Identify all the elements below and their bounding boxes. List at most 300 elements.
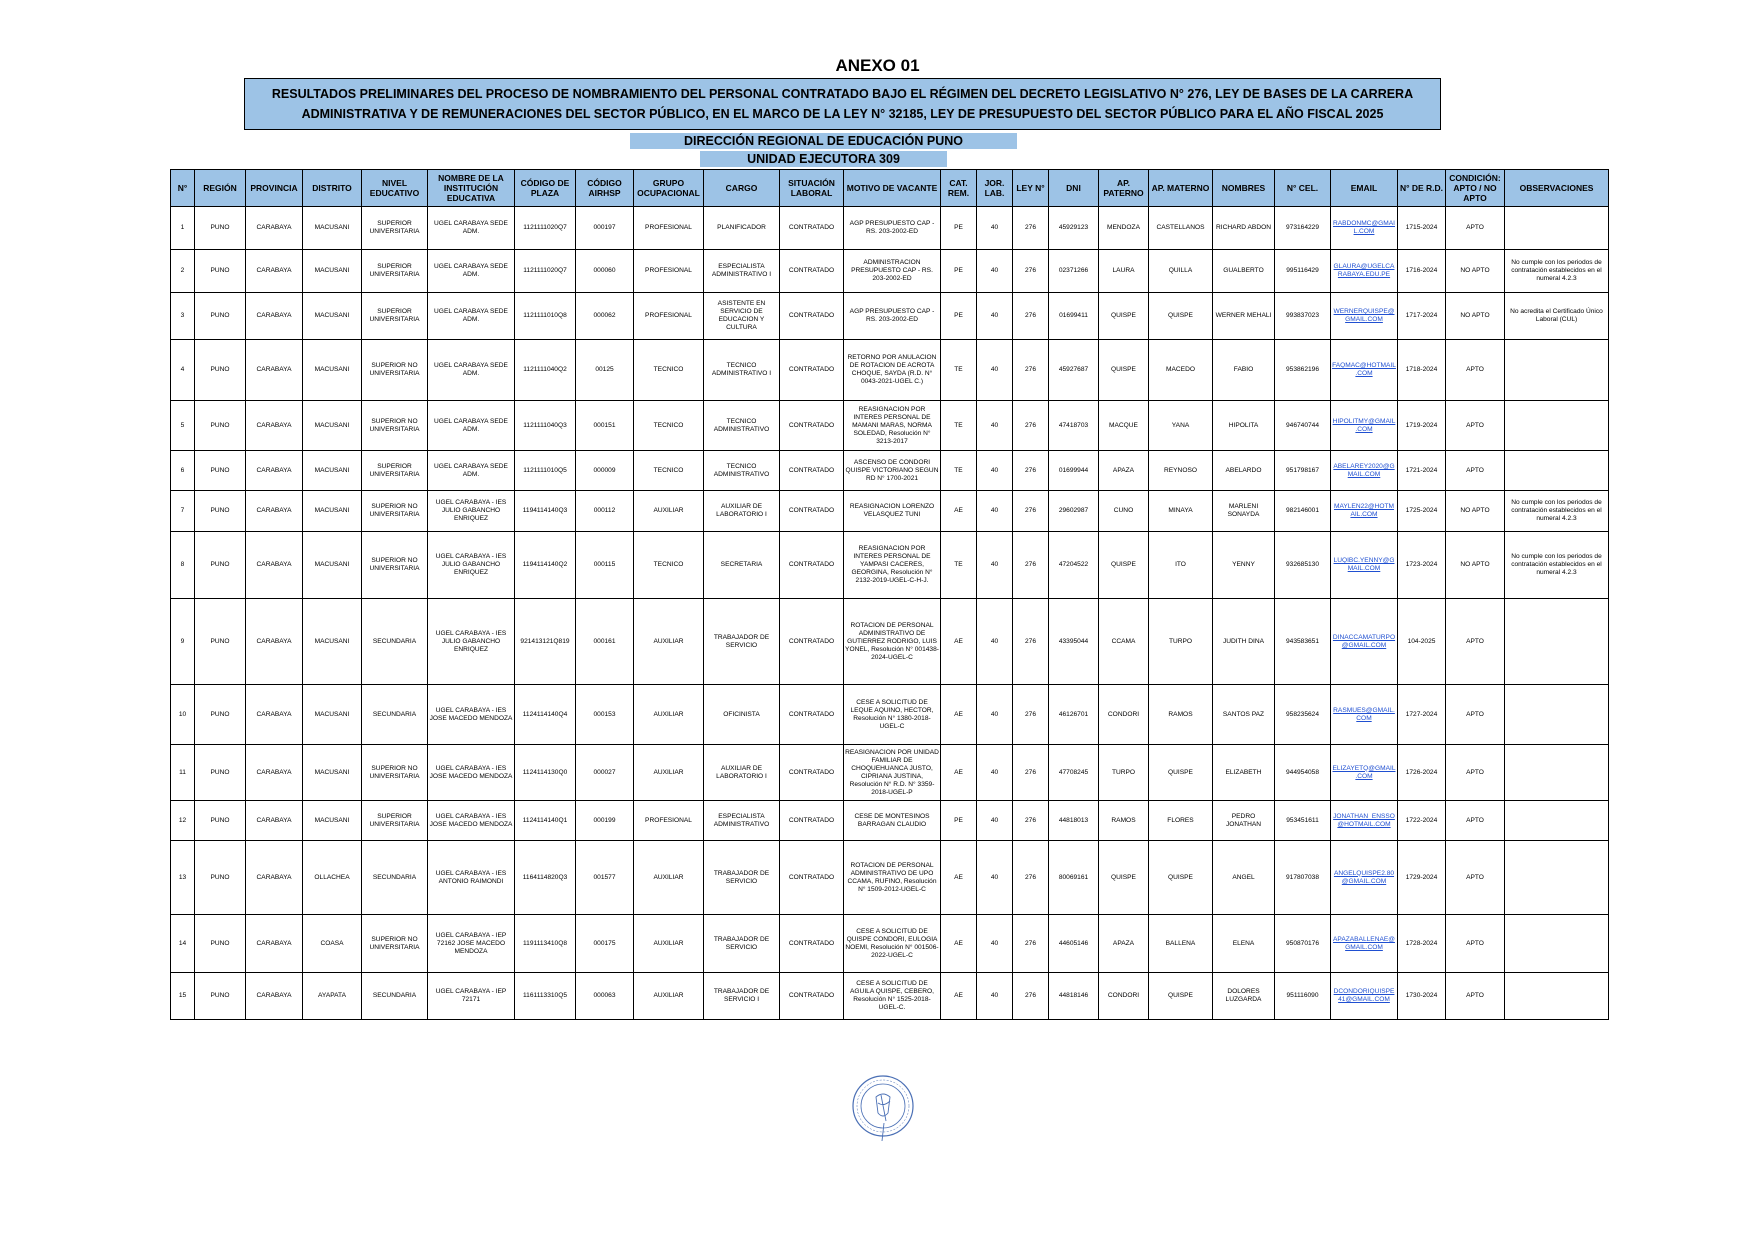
table-cell: CONTRATADO [780,401,844,451]
table-cell: 40 [977,491,1013,532]
column-header: LEY N° [1013,170,1049,207]
table-cell: PUNO [195,250,246,293]
email-link[interactable]: DINACCAMATURPO@GMAIL.COM [1331,599,1398,685]
table-cell: CCAMA [1099,599,1149,685]
table-cell: APAZA [1099,451,1149,491]
table-cell: CESE A SOLICITUD DE LEQUE AQUINO, HECTOR, Resolución N° 1380-2018-UGEL-C [844,685,941,745]
table-cell: QUISPE [1099,293,1149,340]
table-cell: 958235624 [1275,685,1331,745]
table-cell: 40 [977,207,1013,250]
table-cell: 44605146 [1049,915,1099,973]
table-cell: UGEL CARABAYA SEDE ADM. [428,207,515,250]
table-cell: 1 [171,207,195,250]
table-cell: 12 [171,801,195,841]
table-cell: 950870176 [1275,915,1331,973]
table-cell: REYNOSO [1149,451,1213,491]
table-cell: MACUSANI [303,293,362,340]
table-cell: 1124114140Q1 [515,801,576,841]
table-row [171,207,1609,250]
table-cell: SECUNDARIA [362,973,428,1020]
table-cell: 000151 [576,401,634,451]
table-cell: 000063 [576,973,634,1020]
table-cell: 40 [977,599,1013,685]
table-cell: RICHARD ABDON [1213,207,1275,250]
observation-cell [1505,973,1609,1020]
column-header: N° [171,170,195,207]
table-cell: DOLORES LUZGARDA [1213,973,1275,1020]
table-cell: AUXILIAR [634,599,704,685]
table-cell: PUNO [195,401,246,451]
table-cell: 000153 [576,685,634,745]
table-cell: 15 [171,973,195,1020]
table-cell: 8 [171,532,195,599]
table-cell: TRABAJADOR DE SERVICIO [704,841,780,915]
table-cell: ESPECIALISTA ADMINISTRATIVO I [704,250,780,293]
table-cell: OFICINISTA [704,685,780,745]
table-cell: 1194114140Q3 [515,491,576,532]
email-link[interactable]: JONATHAN_ENSSO@HOTMAIL.COM [1331,801,1398,841]
table-cell: UGEL CARABAYA - IEP 72171 [428,973,515,1020]
table-cell: CARABAYA [246,293,303,340]
table-cell: NO APTO [1446,491,1505,532]
title-line-1: RESULTADOS PRELIMINARES DEL PROCESO DE NOMBRAMIENTO DEL PERSONAL CONTRATADO BAJO EL RÉGIMEN DEL DECRETO LEGISLATIVO N° 276, LEY DE BASES DE LA CARRERA [271,87,1414,101]
email-link[interactable]: GLAURA@UGELCARABAYA.EDU.PE [1331,250,1398,293]
table-cell: COASA [303,915,362,973]
table-cell: UGEL CARABAYA - IES JULIO GABANCHO ENRIQUEZ [428,491,515,532]
table-cell: CARABAYA [246,401,303,451]
table-cell: MACUSANI [303,599,362,685]
table-cell: 1124114140Q4 [515,685,576,745]
table-cell: MACQUE [1099,401,1149,451]
table-cell: AE [941,915,977,973]
email-link[interactable]: ELIZAYETQ@GMAIL.COM [1331,745,1398,801]
column-header: CONDICIÓN: APTO / NO APTO [1446,170,1505,207]
table-cell: MACUSANI [303,451,362,491]
table-cell: ITO [1149,532,1213,599]
unidad-label: UNIDAD EJECUTORA 309 [700,151,947,167]
table-header-row [171,170,1609,207]
column-header: NOMBRE DE LA INSTITUCIÓN EDUCATIVA [428,170,515,207]
column-header: SITUACIÓN LABORAL [780,170,844,207]
table-cell: APAZA [1099,915,1149,973]
table-cell: AUXILIAR [634,745,704,801]
column-header: PROVINCIA [246,170,303,207]
table-cell: 1726-2024 [1398,745,1446,801]
email-link[interactable]: ABELAREY2020@GMAIL.COM [1331,451,1398,491]
results-table [170,169,1609,1020]
table-row [171,340,1609,401]
table-cell: AUXILIAR [634,491,704,532]
table-cell: 000112 [576,491,634,532]
table-cell: CARABAYA [246,973,303,1020]
table-cell: 6 [171,451,195,491]
email-link[interactable]: DCONDORIQUISPE41@GMAIL.COM [1331,973,1398,1020]
table-cell: SECUNDARIA [362,841,428,915]
table-cell: CUNO [1099,491,1149,532]
observation-cell [1505,685,1609,745]
column-header: CÓDIGO DE PLAZA [515,170,576,207]
table-cell: ELIZABETH [1213,745,1275,801]
table-cell: MACUSANI [303,532,362,599]
table-row [171,491,1609,532]
table-cell: MACEDO [1149,340,1213,401]
column-header: CÓDIGO AIRHSP [576,170,634,207]
table-cell: TE [941,451,977,491]
table-cell: UGEL CARABAYA - IES ANTONIO RAIMONDI [428,841,515,915]
table-cell: PE [941,293,977,340]
email-link[interactable]: WERNERQUISPE@GMAIL.COM [1331,293,1398,340]
table-body [171,207,1609,1020]
table-cell: REASIGNACION POR INTERES PERSONAL DE MAMANI MARAS, NORMA SOLEDAD, Resolución N° 3213-2017 [844,401,941,451]
table-cell: TECNICO [634,340,704,401]
table-cell: 000161 [576,599,634,685]
table-cell: 276 [1013,685,1049,745]
table-cell: AGP PRESUPUESTO CAP - RS. 203-2002-ED [844,293,941,340]
table-cell: 276 [1013,401,1049,451]
table-cell: PLANIFICADOR [704,207,780,250]
table-cell: FLORES [1149,801,1213,841]
table-cell: MACUSANI [303,491,362,532]
table-cell: UGEL CARABAYA SEDE ADM. [428,340,515,401]
email-link[interactable]: FAQMAC@HOTMAIL.COM [1331,340,1398,401]
table-cell: RAMOS [1099,801,1149,841]
document-title-box [244,78,1441,130]
column-header: REGIÓN [195,170,246,207]
observation-cell: No cumple con los periodos de contratación establecidos en el numeral 4.2.3 [1505,491,1609,532]
table-cell: 00125 [576,340,634,401]
table-cell: MACUSANI [303,250,362,293]
table-cell: 000197 [576,207,634,250]
table-cell: MACUSANI [303,340,362,401]
table-cell: QUISPE [1149,841,1213,915]
table-cell: APTO [1446,915,1505,973]
table-cell: 1194114140Q2 [515,532,576,599]
table-cell: PE [941,207,977,250]
table-cell: TECNICO ADMINISTRATIVO [704,401,780,451]
table-cell: 276 [1013,599,1049,685]
table-cell: 1723-2024 [1398,532,1446,599]
table-cell: SUPERIOR NO UNIVERSITARIA [362,491,428,532]
table-cell: 80069161 [1049,841,1099,915]
table-cell: 276 [1013,491,1049,532]
email-link[interactable]: APAZABALLENAE@GMAIL.COM [1331,915,1398,973]
table-cell: ROTACION DE PERSONAL ADMINISTRATIVO DE GUTIERREZ RODRIGO, LUIS YONEL, Resolución N° 001438-2024-UGEL-C [844,599,941,685]
table-cell: CONTRATADO [780,491,844,532]
table-cell: TRABAJADOR DE SERVICIO I [704,973,780,1020]
table-cell: RAMOS [1149,685,1213,745]
table-cell: CONTRATADO [780,250,844,293]
table-cell: PUNO [195,745,246,801]
table-cell: RETORNO POR ANULACION DE ROTACION DE ACROTA CHOQUE, SAYDA (R.D. N° 0043-2021-UGEL C.) [844,340,941,401]
table-cell: 1121111020Q7 [515,207,576,250]
table-cell: AE [941,745,977,801]
table-cell: PUNO [195,293,246,340]
column-header: MOTIVO DE VACANTE [844,170,941,207]
table-row [171,841,1609,915]
table-cell: 43395044 [1049,599,1099,685]
table-cell: HIPOLITA [1213,401,1275,451]
table-cell: TURPO [1149,599,1213,685]
table-cell: AGP PRESUPUESTO CAP - RS. 203-2002-ED [844,207,941,250]
table-cell: AE [941,685,977,745]
table-cell: YANA [1149,401,1213,451]
table-cell: ESPECIALISTA ADMINISTRATIVO [704,801,780,841]
table-cell: 1727-2024 [1398,685,1446,745]
table-cell: 000062 [576,293,634,340]
table-row [171,801,1609,841]
table-cell: TECNICO [634,532,704,599]
table-cell: ASCENSO DE CONDORI QUISPE VICTORIANO SEGUN RD N° 1700-2021 [844,451,941,491]
table-cell: CONTRATADO [780,451,844,491]
column-header: GRUPO OCUPACIONAL [634,170,704,207]
table-cell: CESE A SOLICITUD DE AGUILA QUISPE, CEBERO, Resolución N° 1525-2018-UGEL-C. [844,973,941,1020]
table-cell: 000175 [576,915,634,973]
table-cell: 1719-2024 [1398,401,1446,451]
table-cell: AUXILIAR DE LABORATORIO I [704,745,780,801]
table-cell: MINAYA [1149,491,1213,532]
table-cell: 45929123 [1049,207,1099,250]
table-cell: CARABAYA [246,915,303,973]
table-cell: 993837023 [1275,293,1331,340]
table-cell: AE [941,973,977,1020]
table-cell: CONDORI [1099,973,1149,1020]
table-cell: SUPERIOR NO UNIVERSITARIA [362,532,428,599]
table-cell: 40 [977,401,1013,451]
table-cell: 276 [1013,915,1049,973]
table-cell: QUISPE [1149,745,1213,801]
table-cell: ASISTENTE EN SERVICIO DE EDUCACION Y CULTURA [704,293,780,340]
table-cell: AUXILIAR DE LABORATORIO I [704,491,780,532]
table-cell: 1722-2024 [1398,801,1446,841]
table-cell: 3 [171,293,195,340]
table-cell: YENNY [1213,532,1275,599]
table-cell: CONTRATADO [780,293,844,340]
table-cell: 46126701 [1049,685,1099,745]
table-cell: CONTRATADO [780,841,844,915]
table-cell: AUXILIAR [634,973,704,1020]
table-cell: 1121111040Q3 [515,401,576,451]
table-cell: 973164229 [1275,207,1331,250]
table-cell: 000115 [576,532,634,599]
observation-cell [1505,841,1609,915]
table-cell: UGEL CARABAYA - IEP 72162 JOSE MACEDO MENDOZA [428,915,515,973]
table-cell: 917807038 [1275,841,1331,915]
table-cell: 1191113410Q8 [515,915,576,973]
email-link[interactable]: HIPOLITMY@GMAIL.COM [1331,401,1398,451]
table-cell: 1121111020Q7 [515,250,576,293]
table-cell: CONTRATADO [780,532,844,599]
table-cell: 10 [171,685,195,745]
table-cell: UGEL CARABAYA SEDE ADM. [428,451,515,491]
table-cell: 276 [1013,250,1049,293]
table-cell: CARABAYA [246,207,303,250]
table-cell: APTO [1446,685,1505,745]
table-cell: AUXILIAR [634,685,704,745]
table-cell: NO APTO [1446,293,1505,340]
table-cell: AE [941,491,977,532]
table-cell: 01699411 [1049,293,1099,340]
table-cell: 1717-2024 [1398,293,1446,340]
table-cell: AYAPATA [303,973,362,1020]
table-cell: AUXILIAR [634,841,704,915]
table-cell: ROTACION DE PERSONAL ADMINISTRATIVO DE UPO CCAMA, RUFINO, Resolución N° 1509-2012-UGEL-C [844,841,941,915]
direccion-label: DIRECCIÓN REGIONAL DE EDUCACIÓN PUNO [630,133,1017,149]
column-header: JOR. LAB. [977,170,1013,207]
observation-cell [1505,451,1609,491]
table-cell: CARABAYA [246,745,303,801]
table-cell: 29602987 [1049,491,1099,532]
table-row [171,973,1609,1020]
table-cell: 47204522 [1049,532,1099,599]
table-cell: CONTRATADO [780,207,844,250]
table-cell: TECNICO ADMINISTRATIVO [704,451,780,491]
table-cell: MARLENI SONAYDA [1213,491,1275,532]
table-cell: CARABAYA [246,451,303,491]
table-cell: TECNICO ADMINISTRATIVO I [704,340,780,401]
table-cell: 000027 [576,745,634,801]
table-cell: 000009 [576,451,634,491]
table-cell: PUNO [195,451,246,491]
table-cell: JUDITH DINA [1213,599,1275,685]
table-cell: 9 [171,599,195,685]
table-cell: TE [941,340,977,401]
table-cell: TURPO [1099,745,1149,801]
table-row [171,532,1609,599]
table-cell: AE [941,841,977,915]
table-cell: UGEL CARABAYA - IES JOSE MACEDO MENDOZA [428,685,515,745]
table-cell: 14 [171,915,195,973]
table-cell: 2 [171,250,195,293]
table-cell: TECNICO [634,451,704,491]
table-cell: TE [941,401,977,451]
table-cell: LAURA [1099,250,1149,293]
table-cell: 40 [977,685,1013,745]
table-cell: PE [941,250,977,293]
table-cell: SUPERIOR NO UNIVERSITARIA [362,745,428,801]
table-cell: 1725-2024 [1398,491,1446,532]
table-cell: SUPERIOR UNIVERSITARIA [362,250,428,293]
email-link[interactable]: MAYLEN22@HOTMAIL.COM [1331,491,1398,532]
table-cell: APTO [1446,745,1505,801]
table-cell: 7 [171,491,195,532]
table-cell: AUXILIAR [634,915,704,973]
column-header: AP. PATERNO [1099,170,1149,207]
table-cell: REASIGNACION POR INTERES PERSONAL DE YAMPASI CACERES, GEORGINA, Resolución N° 2132-2019-UGEL-C-H-J. [844,532,941,599]
table-cell: 276 [1013,532,1049,599]
table-cell: 276 [1013,293,1049,340]
table-cell: 1164114820Q3 [515,841,576,915]
table-cell: 921413121Q819 [515,599,576,685]
table-cell: QUISPE [1099,532,1149,599]
column-header: AP. MATERNO [1149,170,1213,207]
table-cell: BALLENA [1149,915,1213,973]
table-cell: 944954058 [1275,745,1331,801]
table-cell: 276 [1013,973,1049,1020]
table-cell: 1121111040Q2 [515,340,576,401]
email-link[interactable]: RASMUES@GMAIL.COM [1331,685,1398,745]
table-cell: QUISPE [1099,340,1149,401]
table-cell: SUPERIOR UNIVERSITARIA [362,801,428,841]
table-cell: PUNO [195,599,246,685]
table-cell: CONTRATADO [780,599,844,685]
table-cell: APTO [1446,401,1505,451]
table-cell: 40 [977,451,1013,491]
annex-title: ANEXO 01 [835,56,920,75]
table-cell: TECNICO [634,401,704,451]
table-cell: 1721-2024 [1398,451,1446,491]
table-cell: QUILLA [1149,250,1213,293]
table-cell: 44818013 [1049,801,1099,841]
table-cell: 40 [977,915,1013,973]
table-cell: QUISPE [1149,293,1213,340]
table-cell: SANTOS PAZ [1213,685,1275,745]
official-seal-icon [848,1073,918,1143]
table-cell: UGEL CARABAYA - IES JOSE MACEDO MENDOZA [428,745,515,801]
table-cell: CONTRATADO [780,340,844,401]
table-cell: GUALBERTO [1213,250,1275,293]
table-cell: 276 [1013,451,1049,491]
table-cell: 40 [977,973,1013,1020]
table-cell: 02371266 [1049,250,1099,293]
table-cell: UGEL CARABAYA SEDE ADM. [428,250,515,293]
table-cell: PUNO [195,340,246,401]
table-row [171,599,1609,685]
email-link[interactable]: RABDONMC@GMAIL.COM [1331,207,1398,250]
email-link[interactable]: LUQIBC.YENNY@GMAIL.COM [1331,532,1398,599]
table-cell: 40 [977,532,1013,599]
table-cell: CONTRATADO [780,801,844,841]
table-cell: APTO [1446,207,1505,250]
table-cell: PE [941,801,977,841]
table-cell: 01699944 [1049,451,1099,491]
observation-cell [1505,207,1609,250]
table-cell: 1715-2024 [1398,207,1446,250]
table-cell: UGEL CARABAYA - IES JULIO GABANCHO ENRIQUEZ [428,599,515,685]
table-cell: MACUSANI [303,801,362,841]
table-cell: SECUNDARIA [362,685,428,745]
table-cell: 953451611 [1275,801,1331,841]
table-cell: 104-2025 [1398,599,1446,685]
table-cell: TRABAJADOR DE SERVICIO [704,915,780,973]
table-cell: PUNO [195,685,246,745]
table-cell: ANGEL [1213,841,1275,915]
table-cell: CARABAYA [246,841,303,915]
table-cell: SECUNDARIA [362,599,428,685]
observation-cell [1505,915,1609,973]
email-link[interactable]: ANGELQUISPE2.80@GMAIL.COM [1331,841,1398,915]
table-cell: ELENA [1213,915,1275,973]
table-cell: ABELARDO [1213,451,1275,491]
table-cell: SUPERIOR NO UNIVERSITARIA [362,915,428,973]
table-cell: 276 [1013,801,1049,841]
table-cell: CONTRATADO [780,745,844,801]
table-cell: CARABAYA [246,685,303,745]
table-cell: PUNO [195,491,246,532]
table-cell: 1728-2024 [1398,915,1446,973]
table-cell: CARABAYA [246,250,303,293]
table-cell: TE [941,532,977,599]
table-cell: APTO [1446,451,1505,491]
table-row [171,293,1609,340]
column-header: EMAIL [1331,170,1398,207]
table-cell: OLLACHEA [303,841,362,915]
table-cell: 276 [1013,340,1049,401]
table-cell: MACUSANI [303,685,362,745]
table-cell: CARABAYA [246,340,303,401]
table-cell: 000060 [576,250,634,293]
table-cell: PUNO [195,973,246,1020]
observation-cell: No cumple con los periodos de contratación establecidos en el numeral 4.2.3 [1505,250,1609,293]
